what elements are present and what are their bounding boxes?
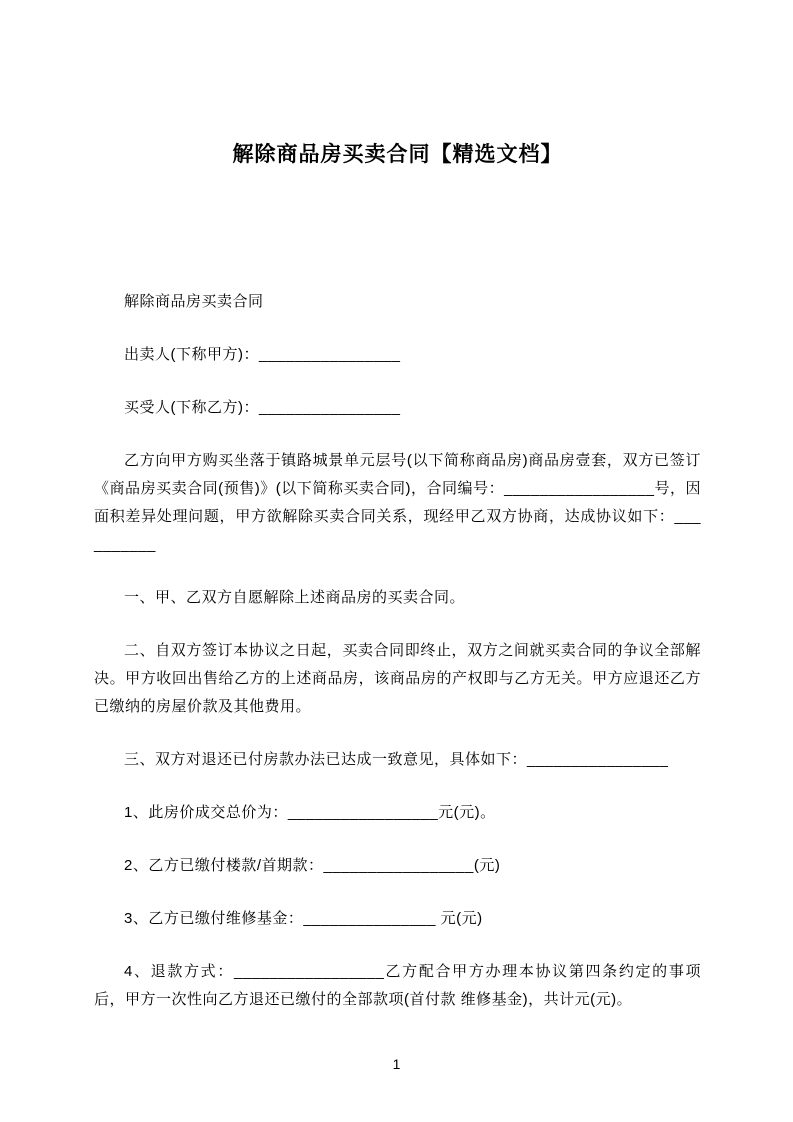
paragraph-clause-3: 三、双方对退还已付房款办法已达成一致意见，具体如下：________________: [124, 751, 669, 768]
paragraph-buyer-line: 买受人(下称乙方)：________________: [124, 399, 401, 416]
paragraph-preamble: 乙方向甲方购买坐落于镇路城景单元层号(以下简称商品房)商品房壹套，双方已签订《商品房买卖合同(预售)》(以下简称买卖合同)，合同编号：_________________号，因面积差异处理问题，甲方欲解除买卖合同关系，现经甲乙双方协商，达成协议如下：__________: [94, 452, 701, 553]
paragraph-item-3: 3、乙方已缴付维修基金：_______________ 元(元): [124, 910, 483, 927]
page-number: 1: [392, 1056, 401, 1072]
document-body: [94, 288, 701, 1014]
paragraph-seller-line: 出卖人(下称甲方)：________________: [124, 346, 401, 363]
paragraph-subtitle: 解除商品房买卖合同: [124, 293, 264, 310]
paragraph-clause-1: 一、甲、乙双方自愿解除上述商品房的买卖合同。: [124, 589, 466, 606]
paragraph-item-2: 2、乙方已缴付楼款/首期款：_________________(元): [124, 857, 501, 874]
paragraph-item-4: 4、退款方式：_________________乙方配合甲方办理本协议第四条约定的事项后，甲方一次性向乙方退还已缴付的全部款项(首付款 维修基金)，共计元(元)。: [94, 963, 701, 1008]
paragraph-item-1: 1、此房价成交总价为：_________________元(元)。: [124, 804, 496, 821]
paragraph-clause-2: 二、自双方签订本协议之日起，买卖合同即终止，双方之间就买卖合同的争议全部解决。甲方收回出售给乙方的上述商品房，该商品房的产权即与乙方无关。甲方应退还乙方已缴纳的房屋价款及其他费用。: [94, 642, 701, 715]
document-title: 解除商品房买卖合同【精选文档】: [232, 143, 563, 166]
